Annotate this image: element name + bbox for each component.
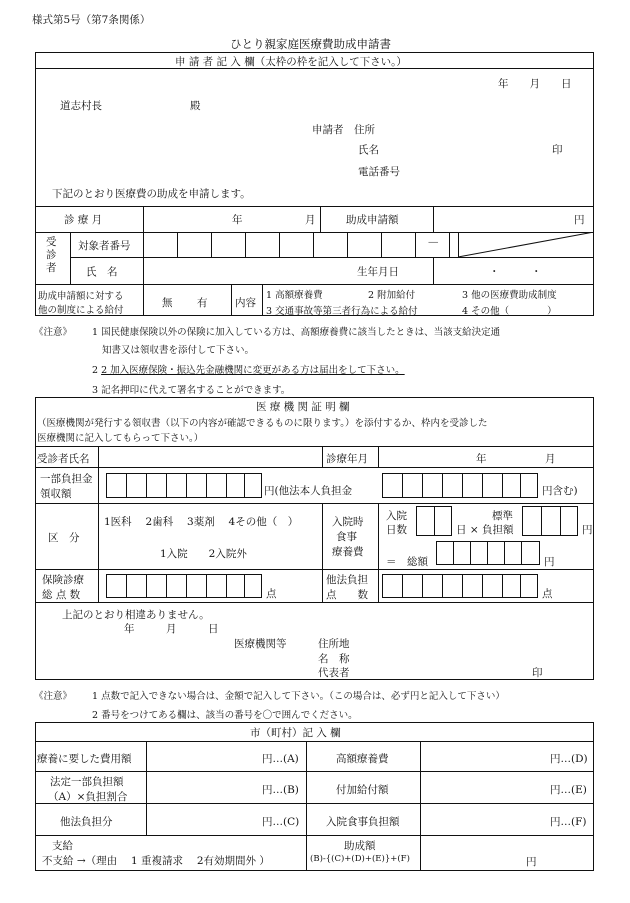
institution-label: 医療機関等 xyxy=(234,638,287,650)
high-cost-label: 高額療養費 xyxy=(336,753,389,765)
total-label: ＝ 総額 xyxy=(386,556,428,568)
notes2-line1: 1 点数で記入できない場合は、金額で記入して下さい。（この場合は、必ず円と記入して下さい） xyxy=(92,691,505,702)
page-title: ひとり親家庭医療費助成申請書 xyxy=(230,37,391,51)
copay-yen-other: 円(他法本人負担金 xyxy=(264,485,353,497)
notes2-line2: 2 番号をつけてある欄は、該当の番号を〇で囲んでください。 xyxy=(92,710,358,721)
amount-e[interactable]: 円…(E) xyxy=(550,784,587,796)
treatment-ym-year: 年 xyxy=(476,453,487,465)
days-label-1: 入院 xyxy=(386,510,407,522)
additional-benefit-label: 付加給付額 xyxy=(336,784,389,796)
content-label: 内容 xyxy=(235,297,256,309)
copay-yen-incl: 円含む) xyxy=(542,485,578,497)
institution-name-label: 名 称 xyxy=(318,653,350,665)
treatment-year-unit: 年 xyxy=(232,214,243,226)
copay-amount-box[interactable] xyxy=(106,473,262,498)
target-number-label: 対象者番号 xyxy=(78,240,131,252)
benefit-option-2[interactable]: 2 附加給付 xyxy=(368,290,416,301)
other-law-label: 他法負担分 xyxy=(60,816,113,828)
benefit-option-4[interactable]: 3 交通事故等第三者行為による給付 xyxy=(266,306,418,317)
treatment-ym-label: 診療年月 xyxy=(326,453,368,465)
option-none[interactable]: 無 xyxy=(162,297,173,309)
confirm-date[interactable]: 年 月 日 xyxy=(124,623,219,635)
grant-yen: 円 xyxy=(526,856,537,868)
legal-copay-label-1: 法定一部負担額 xyxy=(50,776,124,788)
copay-label-2: 領収額 xyxy=(40,488,72,500)
treatment-ym-month: 月 xyxy=(545,453,556,465)
application-date[interactable]: 年 月 日 xyxy=(498,78,572,90)
copay-label-1: 一部負担金 xyxy=(40,473,93,485)
amount-f[interactable]: 円…(F) xyxy=(550,816,587,828)
other-system-label-1: 助成申請額に対する xyxy=(38,291,124,302)
category-label: 区 分 xyxy=(48,532,80,544)
payment-label[interactable]: 支給 xyxy=(52,840,73,852)
other-points-unit: 点 xyxy=(542,588,553,600)
honorific: 殿 xyxy=(190,100,201,112)
cost-label: 療養に要した費用額 xyxy=(37,753,132,765)
notes2-label: 《注意》 xyxy=(34,691,73,702)
treatment-month-label: 診 療 月 xyxy=(64,214,103,226)
confirm-text: 上記のとおり相違ありません。 xyxy=(62,609,210,621)
amount-b[interactable]: 円…(B) xyxy=(262,784,299,796)
number-dash: — xyxy=(428,236,439,248)
patient-name-label: 氏 名 xyxy=(86,266,118,278)
benefit-option-3[interactable]: 3 他の医療費助成制度 xyxy=(462,290,557,301)
applicant-address-label: 申請者 住所 xyxy=(312,124,375,136)
meal-label-2: 食事 xyxy=(336,531,357,543)
days-label-2: 日数 xyxy=(386,524,407,536)
note1-line1: 1 国民健康保険以外の保険に加入している方は、高額療養費に該当したときは、当該支給決定通 xyxy=(92,327,501,338)
treatment-month-unit: 月 xyxy=(305,214,316,226)
note1-line2: 知書又は領収書を添付して下さい。 xyxy=(102,345,255,356)
legal-copay-label-2: （A）×負担割合 xyxy=(48,791,128,803)
phone-label: 電話番号 xyxy=(358,166,400,178)
non-payment-reason[interactable]: 不支給 →（理由 1 重複請求 2有効期間外 ） xyxy=(42,855,270,867)
days-times-burden: 日 × 負担額 xyxy=(456,524,514,536)
applicant-seal: 印 xyxy=(552,144,563,156)
notes1-label: 《注意》 xyxy=(34,327,73,338)
applicant-header: 申 請 者 記 入 欄（太枠の枠を記入して下さい。） xyxy=(175,56,407,68)
note2: 2 2 加入医療保険・振込先金融機関に変更がある方は届出をして下さい。 xyxy=(92,365,405,376)
amount-d[interactable]: 円…(D) xyxy=(550,753,588,765)
patient-label: 受診者 xyxy=(46,236,57,274)
category-options[interactable]: 1医科 2歯科 3薬剤 4その他（ ） xyxy=(104,516,299,528)
birthdate-label: 生年月日 xyxy=(357,266,399,278)
patient-name-label: 受診者氏名 xyxy=(37,453,90,465)
total-yen: 円 xyxy=(544,556,555,568)
other-points-label-1: 他法負担 xyxy=(326,574,368,586)
benefit-option-1[interactable]: 1 高額療養費 xyxy=(266,290,323,301)
total-amount-box[interactable] xyxy=(436,541,540,565)
grant-label: 助成額 xyxy=(344,840,376,852)
option-have[interactable]: 有 xyxy=(197,297,208,309)
other-points-label-2: 点 数 xyxy=(326,589,368,601)
medical-header: 医 療 機 関 証 明 欄 xyxy=(256,401,350,413)
other-law-points-box[interactable] xyxy=(382,574,538,598)
addressee: 道志村長 xyxy=(60,100,102,112)
other-system-label-2: 他の制度による給付 xyxy=(38,305,124,316)
standard-label: 標準 xyxy=(492,510,513,522)
grant-amount-label: 助成申請額 xyxy=(346,214,399,226)
form-number: 様式第5号（第7条関係） xyxy=(32,14,151,26)
representative-label: 代表者 xyxy=(318,667,350,679)
applicant-name-label: 氏名 xyxy=(358,144,379,156)
amount-c[interactable]: 円…(C) xyxy=(262,816,300,828)
birthdate-dots: ・ ・ xyxy=(489,266,542,278)
points-label-1: 保険診療 xyxy=(42,574,84,586)
statement: 下記のとおり医療費の助成を申請します。 xyxy=(52,188,251,200)
municipal-header: 市（町村）記 入 欄 xyxy=(250,727,341,739)
amount-a[interactable]: 円…(A) xyxy=(262,753,299,765)
points-unit: 点 xyxy=(266,588,277,600)
inpatient-options[interactable]: 1入院 2入院外 xyxy=(160,548,247,560)
standard-yen: 円 xyxy=(582,524,593,536)
insurance-points-box[interactable] xyxy=(106,574,262,598)
standard-burden-box[interactable] xyxy=(522,506,578,536)
grant-formula: (B)-{(C)+(D)+(E)}+(F) xyxy=(310,854,410,864)
note3: 3 記名押印に代えて署名することができます。 xyxy=(92,385,291,396)
benefit-option-5[interactable]: 4 その他（ ） xyxy=(462,306,557,317)
medical-desc-1: （医療機関が発行する領収書（以下の内容が確認できるものに限ります。）を添付するか、枠内を受診した xyxy=(37,418,488,429)
meal-label-3: 療養費 xyxy=(332,546,364,558)
meal-burden-label: 入院食事負担額 xyxy=(326,816,400,828)
institution-address-label: 住所地 xyxy=(318,638,350,650)
meal-label-1: 入院時 xyxy=(332,516,364,528)
medical-desc-2: 医療機関に記入してもらって下さい。） xyxy=(37,433,204,444)
points-label-2: 総 点 数 xyxy=(42,589,81,601)
institution-seal: 印 xyxy=(532,667,543,679)
other-law-copay-box[interactable] xyxy=(382,473,538,498)
grant-amount-unit: 円 xyxy=(574,214,585,226)
diagonal-line xyxy=(458,232,594,257)
